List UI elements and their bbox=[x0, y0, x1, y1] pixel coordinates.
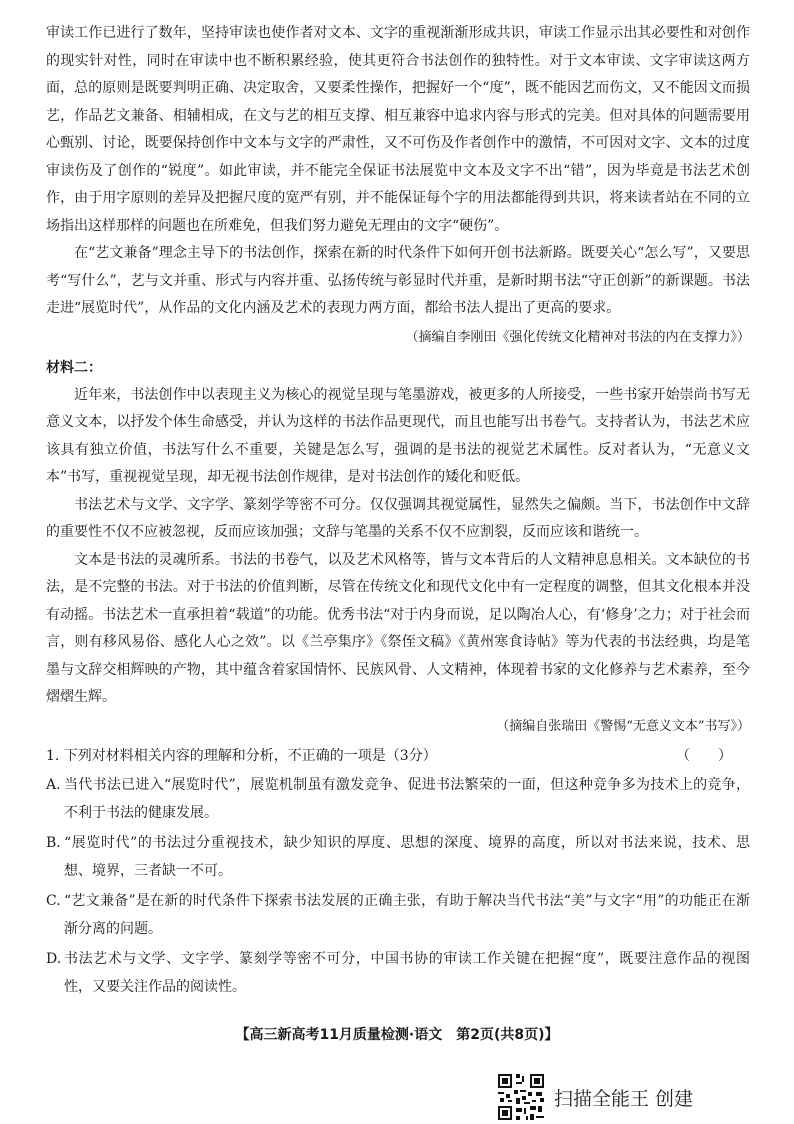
option-text: “展览时代”的书法过分重视技术，缺少知识的厚度、思想的深度、境界的高度，所以对书法来说，技术、思想、境界，三者缺一不可。 bbox=[64, 834, 750, 879]
answer-bracket: （ ） bbox=[676, 747, 732, 764]
material2-source: （摘编自张瑞田《警惕“无意义文本”书写》） bbox=[496, 718, 750, 734]
page-footer: 【高三新高考11月质量检测·语文 第2页(共8页)】 bbox=[235, 1027, 559, 1043]
option-text: 书法艺术与文学、文字学、篆刻学等密不可分，中国书协的审读工作关键在把握“度”，既要注意作品的视图性，又要关注作品的阅读性。 bbox=[64, 950, 750, 995]
option-b bbox=[46, 829, 750, 886]
option-d bbox=[46, 945, 750, 1002]
material2-paragraph-1: 近年来，书法创作中以表现主义为核心的视觉呈现与笔墨游戏，被更多的人所接受，一些书家开始崇尚书写无意义文本，以抒发个体生命感受，并认为这样的书法作品更现代，而且也能写出书卷气。支持者认为，书法艺术应该具有独立价值，书法写什么不重要，关键是怎么写，强调的是书法的视觉艺术属性。反对者认为，“无意义文本”书写，重视视觉呈现，却无视书法创作规律，是对书法创作的矮化和贬低。 bbox=[46, 386, 750, 485]
material1-paragraph-1: 审读工作已进行了数年，坚持审读也使作者对文本、文字的重视渐渐形成共识，审读工作显示出其必要性和对创作的现实针对性，同时在审读中也不断积累经验，使其更符合书法创作的独特性。对于文本审读、文字审读这两方面，总的原则是既要判明正确、决定取舍，又要柔性操作，把握好一个“度”，既不能因艺而伤文，又不能因文而损艺，作品艺文兼备、相辅相成，在文与艺的相互支撑、相互兼容中追求内容与形式的完美。但对具体的问题需要用心甄别、讨论，既要保持创作中文本与文字的严肃性，又不可伤及作者创作中的激情，不可因对文字、文本的过度审读伤及了创作的“锐度”。如此审读，并不能完全保证书法展览中文本及文字不出“错”，因为毕竟是书法艺术创作，由于用字原则的差异及把握尺度的宽严有别，并不能保证每个字的用法都能得到共识，将来读者站在不同的立场指出这样那样的问题也在所难免，但我们努力避免无理由的文字“硬伤”。 bbox=[46, 25, 750, 234]
material2-paragraph-2: 书法艺术与文学、文字学、篆刻学等密不可分。仅仅强调其视觉属性，显然失之偏颇。当下，书法创作中文辞的重要性不仅不应被忽视，反而应该加强；文辞与笔墨的关系不仅不应割裂，反而应该和谐统一。 bbox=[46, 496, 750, 540]
option-letter: B. bbox=[46, 834, 61, 851]
question-stem: 1. 下列对材料相关内容的理解和分析，不正确的一项是（3分） bbox=[46, 747, 437, 764]
scanner-text: 扫描全能王 创建 bbox=[554, 1087, 694, 1110]
material1-source: （摘编自李刚田《强化传统文化精神对书法的内在支撑力》） bbox=[405, 329, 750, 345]
material1-paragraph-2: 在“艺文兼备”理念主导下的书法创作，探索在新的时代条件下如何开创书法新路。既要关心“怎么写”，又要思考“写什么”，艺与文并重、形式与内容并重、弘扬传统与彰显时代并重，是新时期书法“守正创新”的新课题。书法走进“展览时代”，从作品的文化内涵及艺术的表现力两方面，都给书法人提出了更高的要求。 bbox=[46, 245, 750, 316]
option-text: “艺文兼备”是在新的时代条件下探索书法发展的正确主张，有助于解决当代书法“美”与文字“用”的功能正在渐渐分离的问题。 bbox=[64, 892, 750, 937]
document-page bbox=[46, 20, 750, 1002]
material2-paragraph-3: 文本是书法的灵魂所系。书法的书卷气，以及艺术风格等，皆与文本背后的人文精神息息相关。文本缺位的书法，是不完整的书法。对于书法的价值判断，尽管在传统文化和现代文化中有一定程度的调整，但其文化根本并没有动摇。书法艺术一直承担着“载道”的功能。优秀书法“对于内身而说，足以陶冶人心，有‘修身’之力；对于社会而言，则有移风易俗、感化人心之效”。以《兰亭集序》《祭侄文稿》《黄州寒食诗帖》等为代表的书法经典，均是笔墨与文辞交相辉映的产物，其中蕴含着家国情怀、民族风骨、人文精神，体现着书家的文化修养与艺术素养，至今熠熠生辉。 bbox=[46, 551, 750, 705]
scanner-watermark bbox=[496, 1072, 693, 1122]
option-letter: A. bbox=[46, 776, 61, 793]
option-a bbox=[46, 771, 750, 828]
question-1 bbox=[46, 742, 750, 770]
option-letter: C. bbox=[46, 892, 61, 909]
option-c bbox=[46, 887, 750, 944]
material2-title: 材料二： bbox=[46, 359, 102, 376]
option-text: 当代书法已进入“展览时代”，展览机制虽有激发竞争、促进书法繁荣的一面，但这种竞争多为技术上的竞争，不利于书法的健康发展。 bbox=[64, 776, 750, 821]
option-letter: D. bbox=[46, 950, 62, 967]
qr-code-icon bbox=[496, 1072, 546, 1122]
